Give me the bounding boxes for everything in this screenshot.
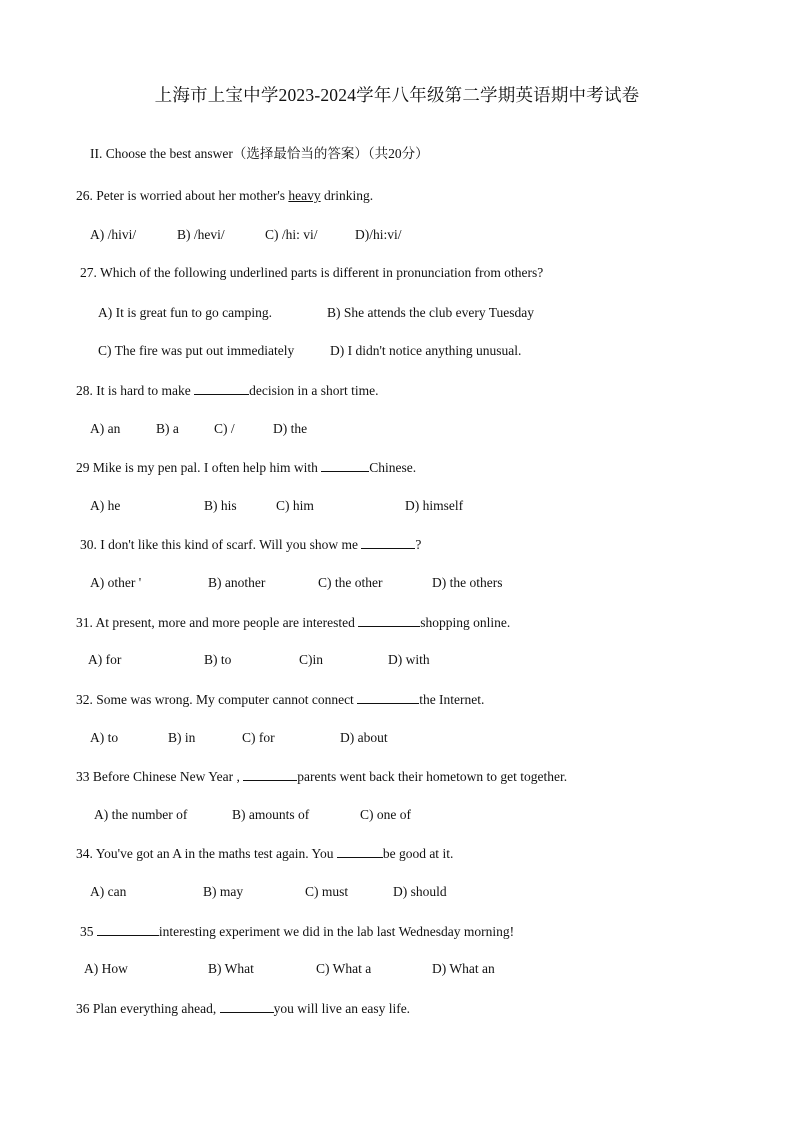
option-b[interactable]: B) She attends the club every Tuesday xyxy=(327,305,534,320)
option-a[interactable]: A) the number of xyxy=(94,807,188,822)
option-a[interactable]: A) for xyxy=(88,652,122,667)
question-26 xyxy=(76,188,373,204)
question-text: ? xyxy=(415,537,422,552)
question-text: decision in a short time. xyxy=(249,383,379,398)
question-text: 32. Some was wrong. My computer cannot connect xyxy=(76,692,358,707)
answer-blank[interactable] xyxy=(361,536,415,549)
option-a[interactable]: A) an xyxy=(90,421,121,436)
option-d[interactable]: D) I didn't notice anything unusual. xyxy=(330,343,522,358)
question-text: 34. You've got an A in the maths test again. You xyxy=(76,846,337,861)
question-33 xyxy=(76,768,567,785)
question-text: the Internet. xyxy=(419,692,485,707)
option-b[interactable]: B) /hevi/ xyxy=(177,227,225,242)
option-d[interactable]: D) should xyxy=(393,884,447,899)
option-b[interactable]: B) his xyxy=(204,498,237,513)
question-text: parents went back their hometown to get together. xyxy=(297,769,568,784)
underlined-word: heavy xyxy=(288,188,321,203)
answer-blank[interactable] xyxy=(97,923,159,936)
answer-blank[interactable] xyxy=(243,768,297,781)
option-b[interactable]: B) another xyxy=(208,575,266,590)
option-a[interactable]: A) other ' xyxy=(90,575,142,590)
option-d[interactable]: D) the others xyxy=(432,575,503,590)
question-30 xyxy=(80,536,421,553)
page-title: 上海市上宝中学2023-2024学年八年级第二学期英语期中考试卷 xyxy=(154,85,640,105)
answer-blank[interactable] xyxy=(357,691,419,704)
question-text: Chinese. xyxy=(369,460,417,475)
question-text: interesting experiment we did in the lab last Wednesday morning! xyxy=(158,924,515,939)
question-text: 36 Plan everything ahead, xyxy=(76,1001,220,1016)
question-text: 31. At present, more and more people are interested xyxy=(76,615,359,630)
option-d[interactable]: D) What an xyxy=(432,961,495,976)
option-d[interactable]: D) himself xyxy=(405,498,464,513)
answer-blank[interactable] xyxy=(358,614,420,627)
option-a[interactable]: A) he xyxy=(90,498,121,513)
option-c[interactable]: C) one of xyxy=(360,807,411,822)
option-b[interactable]: B) What xyxy=(208,961,254,976)
option-b[interactable]: B) amounts of xyxy=(232,807,310,822)
question-text: 35 xyxy=(80,924,97,939)
answer-blank[interactable] xyxy=(321,459,369,472)
option-a[interactable]: A) How xyxy=(84,961,128,976)
question-35 xyxy=(80,923,514,940)
question-29 xyxy=(76,459,416,476)
question-text: 28. It is hard to make xyxy=(76,383,195,398)
question-31 xyxy=(76,614,510,631)
question-34 xyxy=(76,845,453,862)
question-27: 27. Which of the following underlined parts is different in pronunciation from others? xyxy=(80,265,544,280)
question-36 xyxy=(76,1000,410,1017)
option-c[interactable]: C) him xyxy=(276,498,314,513)
answer-blank[interactable] xyxy=(194,382,249,395)
option-a[interactable]: A) to xyxy=(90,730,119,745)
option-d[interactable]: D)/hi:vi/ xyxy=(355,227,402,242)
option-d[interactable]: D) with xyxy=(388,652,430,667)
option-c[interactable]: C)in xyxy=(299,652,324,667)
option-d[interactable]: D) about xyxy=(340,730,388,745)
question-text: 26. Peter is worried about her mother's xyxy=(76,188,289,203)
option-b[interactable]: B) to xyxy=(204,652,232,667)
option-a[interactable]: A) It is great fun to go camping. xyxy=(98,305,272,320)
question-text: you will live an easy life. xyxy=(273,1001,411,1016)
question-32 xyxy=(76,691,484,708)
option-c[interactable]: C) What a xyxy=(316,961,372,976)
option-c[interactable]: C) / xyxy=(214,421,235,436)
option-c[interactable]: C) for xyxy=(242,730,275,745)
option-c[interactable]: C) the other xyxy=(318,575,383,590)
question-text: shopping online. xyxy=(420,615,511,630)
option-c[interactable]: C) /hi: vi/ xyxy=(265,227,318,242)
section-heading: II. Choose the best answer（选择最恰当的答案）（共20分） xyxy=(90,146,429,161)
question-text: be good at it. xyxy=(382,846,454,861)
option-d[interactable]: D) the xyxy=(273,421,308,436)
question-text: 33 Before Chinese New Year , xyxy=(76,769,244,784)
option-b[interactable]: B) in xyxy=(168,730,196,745)
question-text: 30. I don't like this kind of scarf. Will you show me xyxy=(80,537,362,552)
option-a[interactable]: A) can xyxy=(90,884,127,899)
question-text: 29 Mike is my pen pal. I often help him with xyxy=(76,460,322,475)
answer-blank[interactable] xyxy=(337,845,383,858)
option-b[interactable]: B) a xyxy=(156,421,179,436)
question-28 xyxy=(76,382,378,399)
question-text: drinking. xyxy=(320,188,374,203)
option-c[interactable]: C) must xyxy=(305,884,349,899)
answer-blank[interactable] xyxy=(220,1000,274,1013)
option-b[interactable]: B) may xyxy=(203,884,244,899)
option-a[interactable]: A) /hivi/ xyxy=(90,227,137,242)
option-c[interactable]: C) The fire was put out immediately xyxy=(98,343,295,358)
